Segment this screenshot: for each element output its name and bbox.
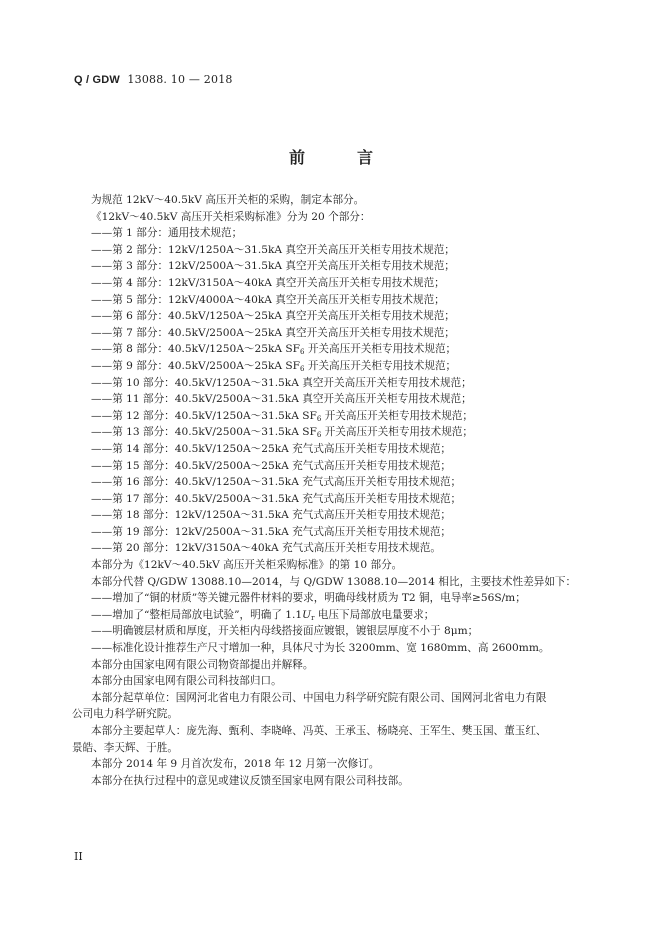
part-text: ——第 9 部分：40.5kV/2500A～25kA SF xyxy=(91,359,300,372)
paragraph-text: 本部分由国家电网有限公司科技部归口。 xyxy=(91,675,282,688)
part-text-tail: 开关高压开关柜专用技术规范； xyxy=(304,359,457,372)
foreword-paragraph xyxy=(72,673,592,690)
page-number: II xyxy=(74,850,83,863)
part-list-item xyxy=(72,275,592,292)
part-list-item xyxy=(72,341,592,358)
subscript: 6 xyxy=(300,364,305,373)
paragraph-text: 本部分由国家电网有限公司物资部提出并解释。 xyxy=(91,658,314,671)
part-list-item xyxy=(72,375,592,392)
paragraph-text: 本部分起草单位：国网河北省电力有限公司、中国电力科学研究院有限公司、国网河北省电力有限 xyxy=(91,691,547,704)
subscript: 6 xyxy=(316,414,322,423)
paragraph-text: 本部分主要起草人：庞先海、甄利、李晓峰、冯英、王承玉、杨晓亮、王军生、樊玉国、董玉红、 xyxy=(91,725,547,737)
foreword-paragraph xyxy=(72,640,592,657)
part-text: ——第 8 部分：40.5kV/1250A～25kA SF xyxy=(91,343,300,356)
paragraph-continuation: 公司电力科学研究院。 xyxy=(72,708,178,721)
part-text-tail: 开关高压开关柜专用技术规范； xyxy=(321,426,473,439)
part-list-item xyxy=(72,358,592,375)
part-text: ——第 2 部分：12kV/1250A～31.5kA 真空开关高压开关柜专用技术规范； xyxy=(91,243,455,256)
part-list-item xyxy=(72,292,592,309)
part-text: ——第 3 部分：12kV/2500A～31.5kA 真空开关高压开关柜专用技术规范； xyxy=(91,260,455,273)
standard-header xyxy=(74,73,233,86)
page-title: 前 言 xyxy=(288,148,391,167)
part-list-item xyxy=(72,524,592,541)
part-list-item xyxy=(72,540,592,557)
part-list-item xyxy=(72,491,592,508)
foreword-paragraph xyxy=(72,607,592,624)
part-text: ——第 12 部分：40.5kV/1250A～31.5kA SF xyxy=(91,409,317,422)
standard-number: 13088. 10 — 2018 xyxy=(127,73,233,86)
part-list-item xyxy=(72,242,592,259)
part-list-item xyxy=(72,325,592,342)
part-text: ——第 14 部分：40.5kV/1250A～25kA 充气式高压开关柜专用技术规范； xyxy=(91,442,452,455)
foreword-paragraph xyxy=(72,574,592,591)
part-text-tail: 开关高压开关柜专用技术规范； xyxy=(321,409,473,422)
subscript: 6 xyxy=(300,348,305,357)
paragraph-text: 本部分 2014 年 9 月首次发布，2018 年 12 月第一次修订。 xyxy=(91,758,380,771)
intro-paragraph: 《12kV～40.5kV 高压开关柜采购标准》分为 20 个部分： xyxy=(91,210,371,223)
foreword-paragraph xyxy=(72,773,592,790)
part-list-item xyxy=(72,507,592,524)
standard-code: Q / GDW xyxy=(74,74,121,86)
foreword-paragraph xyxy=(72,657,592,674)
paragraph-text: 本部分为《12kV～40.5kV 高压开关柜采购标准》的第 10 部分。 xyxy=(91,559,403,572)
paragraph-text: ——增加了“铜的材质”等关键元器件材料的要求，明确母线材质为 T2 铜，电导率≥56S/m； xyxy=(91,592,526,605)
paragraph-text: 本部分在执行过程中的意见或建议反馈至国家电网有限公司科技部。 xyxy=(91,774,409,787)
part-list-item xyxy=(72,458,592,475)
foreword-paragraph xyxy=(72,623,592,640)
paragraph-text: ——明确镀层材质和厚度，开关柜内母线搭接面应镀银，镀银层厚度不小于 8μm； xyxy=(91,625,479,638)
paragraph-text-tail: 电压下局部放电量要求； xyxy=(314,608,435,621)
part-text-tail: 开关高压开关柜专用技术规范； xyxy=(304,343,457,356)
part-text: ——第 6 部分：40.5kV/1250A～25kA 真空开关高压开关柜专用技术规范； xyxy=(91,310,455,323)
foreword-paragraphs xyxy=(72,557,592,789)
part-text: ——第 16 部分：40.5kV/1250A～31.5kA 充气式高压开关柜专用技术规范； xyxy=(91,476,462,489)
intro-paragraph: 为规范 12kV～40.5kV 高压开关柜的采购，制定本部分。 xyxy=(91,194,365,206)
paragraph-text: ——增加了“整柜局部放电试验”，明确了 1.1 xyxy=(91,608,303,621)
paragraph-continuation: 景皓、李天辉、于胜。 xyxy=(72,741,178,754)
part-text: ——第 11 部分：40.5kV/2500A～31.5kA 真空开关高压开关柜专用技术规范； xyxy=(91,393,472,406)
foreword-paragraph xyxy=(72,590,592,607)
part-text: ——第 10 部分：40.5kV/1250A～31.5kA 真空开关高压开关柜专用技术规范； xyxy=(91,376,472,389)
part-text: ——第 1 部分：通用技术规范； xyxy=(91,227,243,240)
part-text: ——第 18 部分：12kV/1250A～31.5kA 充气式高压开关柜专用技术规范； xyxy=(91,509,452,522)
foreword-paragraph xyxy=(72,690,592,707)
foreword-body xyxy=(72,192,592,789)
italic-symbol: U xyxy=(302,608,312,621)
part-list-item xyxy=(72,308,592,325)
foreword-paragraph xyxy=(72,557,592,574)
part-text: ——第 17 部分：40.5kV/2500A～31.5kA 充气式高压开关柜专用技术规范； xyxy=(91,492,462,505)
foreword-paragraph xyxy=(72,723,592,740)
part-list-item xyxy=(72,225,592,242)
parts-list xyxy=(72,225,592,557)
part-text: ——第 19 部分：12kV/2500A～31.5kA 充气式高压开关柜专用技术规范； xyxy=(91,525,452,538)
part-list-item xyxy=(72,424,592,441)
part-list-item xyxy=(72,391,592,408)
part-list-item xyxy=(72,441,592,458)
part-text: ——第 15 部分：40.5kV/2500A～25kA 充气式高压开关柜专用技术规范； xyxy=(91,459,452,472)
part-text: ——第 5 部分：12kV/4000A～40kA 真空开关高压开关柜专用技术规范； xyxy=(91,293,445,306)
part-text: ——第 20 部分：12kV/3150A～40kA 充气式高压开关柜专用技术规范。 xyxy=(91,542,441,555)
part-list-item xyxy=(72,474,592,491)
part-text: ——第 4 部分：12kV/3150A～40kA 真空开关高压开关柜专用技术规范； xyxy=(91,276,445,289)
subscript: 6 xyxy=(316,431,322,440)
part-list-item xyxy=(72,408,592,425)
paragraph-text: 本部分代替 Q/GDW 13088.10—2014，与 Q/GDW 13088.10—2014 相比，主要技术性差异如下： xyxy=(91,575,577,588)
paragraph-text: ——标准化设计推荐生产尺寸增加一种，具体尺寸为长 3200mm、宽 1680mm、高 2600mm。 xyxy=(91,642,550,655)
part-text: ——第 7 部分：40.5kV/2500A～25kA 真空开关高压开关柜专用技术规范； xyxy=(91,326,455,339)
foreword-paragraph xyxy=(72,756,592,773)
part-list-item xyxy=(72,258,592,275)
subscript: r xyxy=(311,613,315,622)
part-text: ——第 13 部分：40.5kV/2500A～31.5kA SF xyxy=(91,426,317,439)
